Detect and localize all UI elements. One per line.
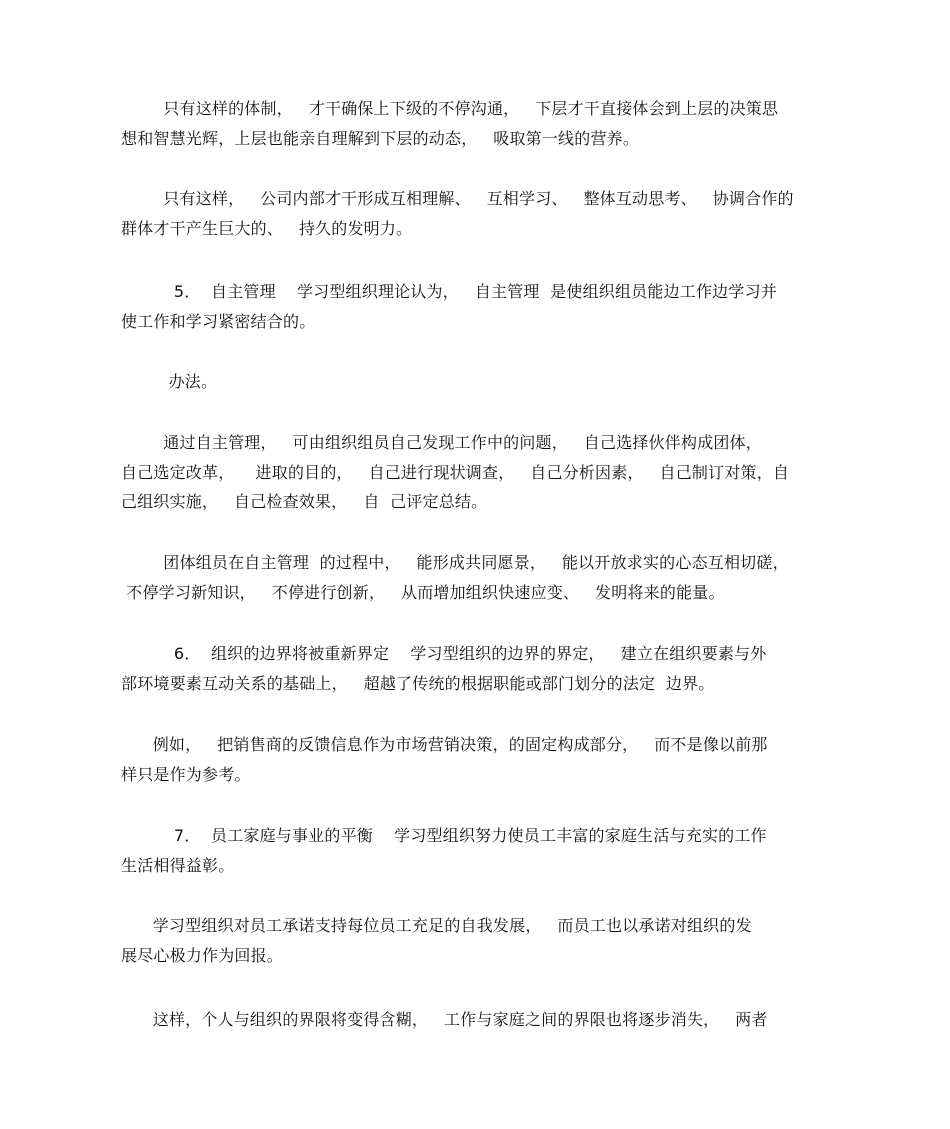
paragraph-6-line-2: 不停学习新知识， 不停进行创新， 从而增加组织快速应变、 发明将来的能量。: [121, 583, 725, 602]
paragraph-10-line-2: 展尽心极力作为回报。: [121, 946, 284, 965]
paragraph-1-line-2: 想和智慧光辉，上层也能亲自理解到下层的动态， 吸取第一线的营养。: [121, 129, 640, 148]
paragraph-8-line-1: 例如， 把销售商的反馈信息作为市场营销决策，的固定构成部分， 而不是像以前那: [121, 735, 768, 754]
paragraph-2-line-1: 只有这样， 公司内部才干形成互相理解、 互相学习、 整体互动思考、 协调合作的: [121, 189, 794, 208]
paragraph-1-line-1: 只有这样的体制， 才干确保上下级的不停沟通， 下层才干直接体会到上层的决策思: [121, 99, 779, 118]
paragraph-11-line-1: 这样，个人与组织的界限将变得含糊， 工作与家庭之间的界限也将逐步消失， 两者: [121, 1010, 768, 1029]
paragraph-5-line-3: 己组织实施， 自己检查效果， 自 己评定总结。: [121, 492, 488, 511]
paragraph-7-line-2: 部环境要素互动关系的基础上， 超越了传统的根据职能或部门划分的法定 边界。: [121, 674, 715, 693]
paragraph-2-line-2: 群体才干产生巨大的、 持久的发明力。: [121, 219, 413, 238]
paragraph-9-line-1: 7． 员工家庭与事业的平衡 学习型组织努力使员工丰富的家庭生活与充实的工作: [121, 826, 767, 845]
paragraph-5-line-1: 通过自主管理， 可由组织组员自己发现工作中的问题， 自己选择伙伴构成团体，: [121, 433, 763, 452]
paragraph-5-line-2: 自己选定改革， 进取的目的， 自己进行现状调查， 自己分析因素， 自己制订对策，自: [121, 463, 790, 482]
paragraph-3-line-1: 5． 自主管理 学习型组织理论认为， 自主管理 是使组织组员能边工作边学习并: [121, 282, 777, 301]
paragraph-10-line-1: 学习型组织对员工承诺支持每位员工充足的自我发展， 而员工也以承诺对组织的发: [121, 916, 752, 935]
paragraph-7-line-1: 6． 组织的边界将被重新界定 学习型组织的边界的界定， 建立在组织要素与外: [121, 644, 767, 663]
paragraph-8-line-2: 样只是作为参考。: [121, 765, 251, 784]
paragraph-6-line-1: 团体组员在自主管理 的过程中， 能形成共同愿景， 能以开放求实的心态互相切磋，: [121, 553, 789, 572]
paragraph-4-line-1: 办法。: [121, 372, 218, 391]
paragraph-9-line-2: 生活相得益彰。: [121, 856, 235, 875]
paragraph-3-line-2: 使工作和学习紧密结合的。: [121, 312, 316, 331]
